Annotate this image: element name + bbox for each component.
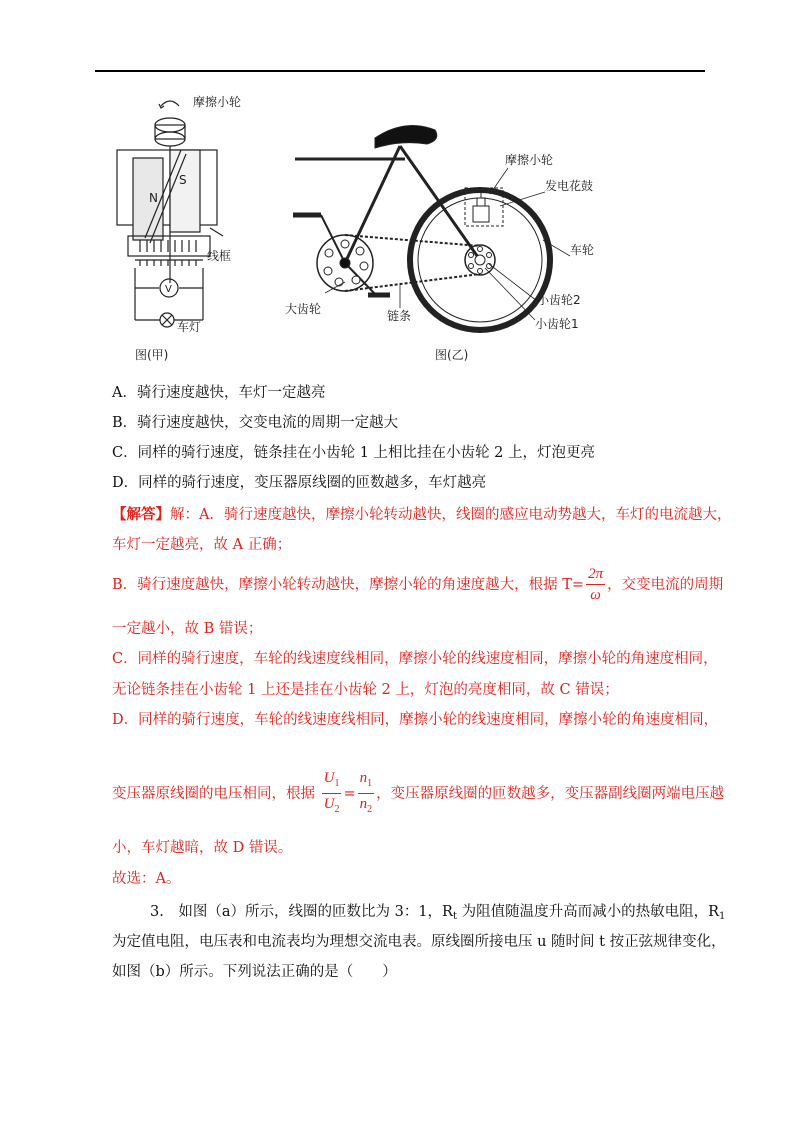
- period-fraction: [586, 566, 605, 604]
- answer-text-8-pre: 变压器原线圈的电压相同，根据: [112, 786, 315, 802]
- label-chain: 链条: [387, 309, 412, 323]
- hub-generator-icon: [473, 206, 489, 222]
- question-figure: [95, 88, 715, 368]
- answer-text-3-pre: B．骑行速度越快，摩擦小轮转动越快，摩擦小轮的角速度越大，根据 T=: [112, 577, 585, 593]
- answer-line-8: 变压器原线圈的电压相同，根据 $\frac{U_1}{U_2}$ = $\frac{n_1}{n_2}$ ，变压器原线圈的匝数越多，变压器副线圈两端电压越: [112, 770, 724, 818]
- period-numerator: 2π: [586, 566, 605, 585]
- option-b: B．骑行速度越快，交变电流的周期一定越大: [112, 415, 399, 431]
- answer-line-3: [112, 566, 723, 604]
- caption-right: 图(乙): [435, 348, 469, 362]
- answer-line-1: [112, 505, 731, 525]
- answer-line-7: D．同样的骑行速度，车轮的线速度线相同，摩擦小轮的线速度相同，摩擦小轮的角速度相同，: [112, 712, 719, 728]
- label-small-sprocket-2: 小齿轮2: [537, 293, 581, 307]
- magnet-frame: [117, 150, 217, 225]
- label-large-sprocket: 大齿轮: [285, 302, 322, 316]
- answer-text-3-post: ，交变电流的周期: [607, 577, 724, 593]
- answer-line-10: 故选：A。: [112, 871, 181, 887]
- option-a: A．骑行速度越快，车灯一定越亮: [112, 385, 326, 401]
- saddle-icon: [375, 126, 437, 149]
- question-number: 3.: [150, 904, 164, 920]
- label-friction-wheel-right: 摩擦小轮: [505, 153, 554, 167]
- answer-text-8-post: ，变压器原线圈的匝数越多，变压器副线圈两端电压越: [376, 786, 725, 802]
- magnet-south: [170, 150, 200, 232]
- label-small-sprocket-1: 小齿轮1: [535, 317, 579, 331]
- period-denominator: ω: [590, 587, 601, 603]
- label-north: N: [149, 191, 158, 205]
- answer-line-9: 小，车灯越暗，故 D 错误。: [112, 840, 293, 856]
- header-rule: [95, 70, 705, 72]
- label-coil-frame: 线框: [207, 249, 232, 263]
- option-d: D．同样的骑行速度，变压器原线圈的匝数越多，车灯越亮: [112, 475, 487, 491]
- label-friction-wheel-left: 摩擦小轮: [193, 95, 242, 109]
- answer-line-4: 一定越小，故 B 错误；: [112, 621, 263, 637]
- question-3-line-2: 为定值电阻，电压表和电流表均为理想交流电表。原线圈所接电压 u 随时间 t 按正弦规律变化，: [112, 934, 726, 950]
- caption-left: 图(甲): [135, 348, 169, 362]
- magnet-north: [133, 158, 163, 240]
- question-3-line-3: 如图（b）所示。下列说法正确的是（ ）: [112, 964, 397, 980]
- option-c: C．同样的骑行速度，链条挂在小齿轮 1 上相比挂在小齿轮 2 上，灯泡更亮: [112, 445, 595, 461]
- voltage-ratio-fraction: $\frac{U_1}{U_2}$: [323, 770, 340, 815]
- answer-line-6: 无论链条挂在小齿轮 1 上还是挂在小齿轮 2 上，灯泡的亮度相同，故 C 错误；: [112, 682, 619, 698]
- label-hub-generator: 发电花鼓: [545, 179, 594, 193]
- label-wheel: 车轮: [570, 243, 595, 257]
- label-lamp: 车灯: [177, 320, 202, 334]
- label-voltmeter: V: [165, 284, 172, 295]
- answer-text-1: 解：A．骑行速度越快，摩擦小轮转动越快，线圈的感应电动势越大，车灯的电流越大，: [170, 507, 732, 523]
- question-3-line-1: 3. 如图（a）所示，线圈的匝数比为 3：1，$R_t$ 为阻值随温度升高而减小的热敏电阻，$R_1$: [150, 904, 726, 922]
- turns-ratio-fraction: $\frac{n_1}{n_2}$: [359, 770, 373, 815]
- answer-tag: 【解答】: [112, 506, 170, 523]
- answer-line-2: 车灯一定越亮，故 A 正确；: [112, 537, 292, 553]
- answer-line-5: C．同样的骑行速度，车轮的线速度线相同，摩擦小轮的线速度相同，摩擦小轮的角速度相同，: [112, 651, 718, 667]
- rotation-arrow-icon: [161, 101, 179, 106]
- label-south: S: [179, 173, 187, 187]
- coil-windings: [140, 240, 196, 252]
